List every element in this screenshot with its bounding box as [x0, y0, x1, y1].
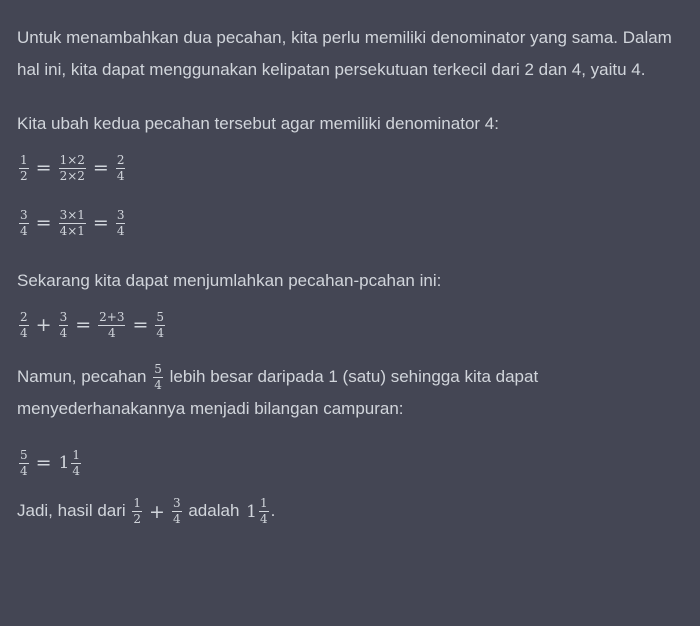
fraction [59, 209, 86, 238]
denominator: 4 [20, 325, 28, 340]
numerator: 3 [20, 207, 28, 222]
numerator: 5 [20, 447, 28, 462]
denominator: 4 [59, 325, 68, 340]
denominator: 4 [116, 168, 125, 183]
numerator: 1 [133, 496, 142, 511]
denominator: 4 [20, 463, 28, 478]
paragraph-namun [17, 361, 689, 425]
denominator: 4 [259, 512, 268, 527]
chat-message-content [17, 22, 689, 528]
denominator: 4 [156, 325, 165, 340]
operator: = [132, 314, 149, 336]
equation-1 [17, 148, 689, 188]
numerator: 5 [156, 309, 165, 324]
numerator: 1×2 [59, 152, 85, 167]
fraction [116, 209, 126, 238]
paragraph-jadi [17, 495, 689, 528]
mixed-number-whole: 1 [246, 501, 257, 522]
denominator: 4 [172, 512, 181, 527]
numerator: 3×1 [59, 207, 85, 222]
fraction [59, 311, 69, 340]
equation-3 [17, 305, 689, 345]
numerator: 2+3 [99, 309, 125, 324]
operator: = [75, 314, 92, 336]
denominator: 4 [72, 463, 81, 478]
fraction [19, 209, 29, 238]
jadi-text-before: Jadi, hasil dari [17, 501, 126, 520]
equation-2 [17, 203, 689, 243]
numerator: 3 [59, 309, 68, 324]
mixed-number-whole: 1 [58, 453, 70, 473]
equation-4 [17, 443, 689, 483]
fraction [98, 311, 125, 340]
denominator: 4 [20, 223, 28, 238]
operator: = [35, 157, 52, 179]
numerator: 1 [72, 447, 81, 462]
operator: = [92, 157, 109, 179]
paragraph-convert: Kita ubah kedua pecahan tersebut agar memiliki denominator 4: [17, 114, 499, 133]
numerator: 3 [116, 207, 125, 222]
namun-text-after: lebih besar daripada 1 (satu) sehingga kita dapat menyederhanakannya menjadi bilangan campuran: [17, 367, 539, 418]
denominator: 2×2 [59, 168, 85, 183]
fraction [155, 311, 165, 340]
numerator: 3 [172, 496, 181, 511]
numerator: 1 [20, 152, 28, 167]
denominator: 4 [116, 223, 125, 238]
operator: + [35, 314, 52, 336]
fraction [153, 363, 163, 392]
operator: = [35, 452, 52, 474]
operator: = [92, 212, 109, 234]
fraction [259, 497, 269, 526]
paragraph-sum-intro: Sekarang kita dapat menjumlahkan pecahan-pcahan ini: [17, 271, 442, 290]
operator: = [35, 212, 52, 234]
fraction [19, 311, 29, 340]
inline-sum-math [130, 496, 183, 528]
fraction [19, 154, 29, 183]
denominator: 4 [154, 378, 162, 393]
fraction [172, 497, 182, 526]
inline-fraction-math [151, 363, 165, 392]
namun-text-before: Namun, pecahan [17, 367, 147, 386]
jadi-text-end: . [270, 501, 276, 520]
numerator: 2 [20, 309, 28, 324]
numerator: 1 [259, 496, 268, 511]
denominator: 2 [20, 168, 28, 183]
fraction [132, 497, 142, 526]
fraction [19, 449, 29, 478]
paragraph-intro: Untuk menambahkan dua pecahan, kita perlu memiliki denominator yang sama. Dalam hal ini, kita dapat menggunakan kelipatan persekutuan terkecil dari 2 dan 4, yaitu 4. [17, 28, 672, 79]
denominator: 4 [107, 325, 116, 340]
numerator: 2 [116, 152, 125, 167]
denominator: 2 [133, 512, 142, 527]
numerator: 5 [154, 362, 162, 377]
denominator: 4×1 [59, 223, 85, 238]
operator: + [149, 500, 165, 523]
fraction [71, 449, 81, 478]
fraction [59, 154, 86, 183]
inline-mixed-math [244, 496, 270, 528]
fraction [116, 154, 126, 183]
jadi-text-middle: adalah [188, 501, 240, 520]
